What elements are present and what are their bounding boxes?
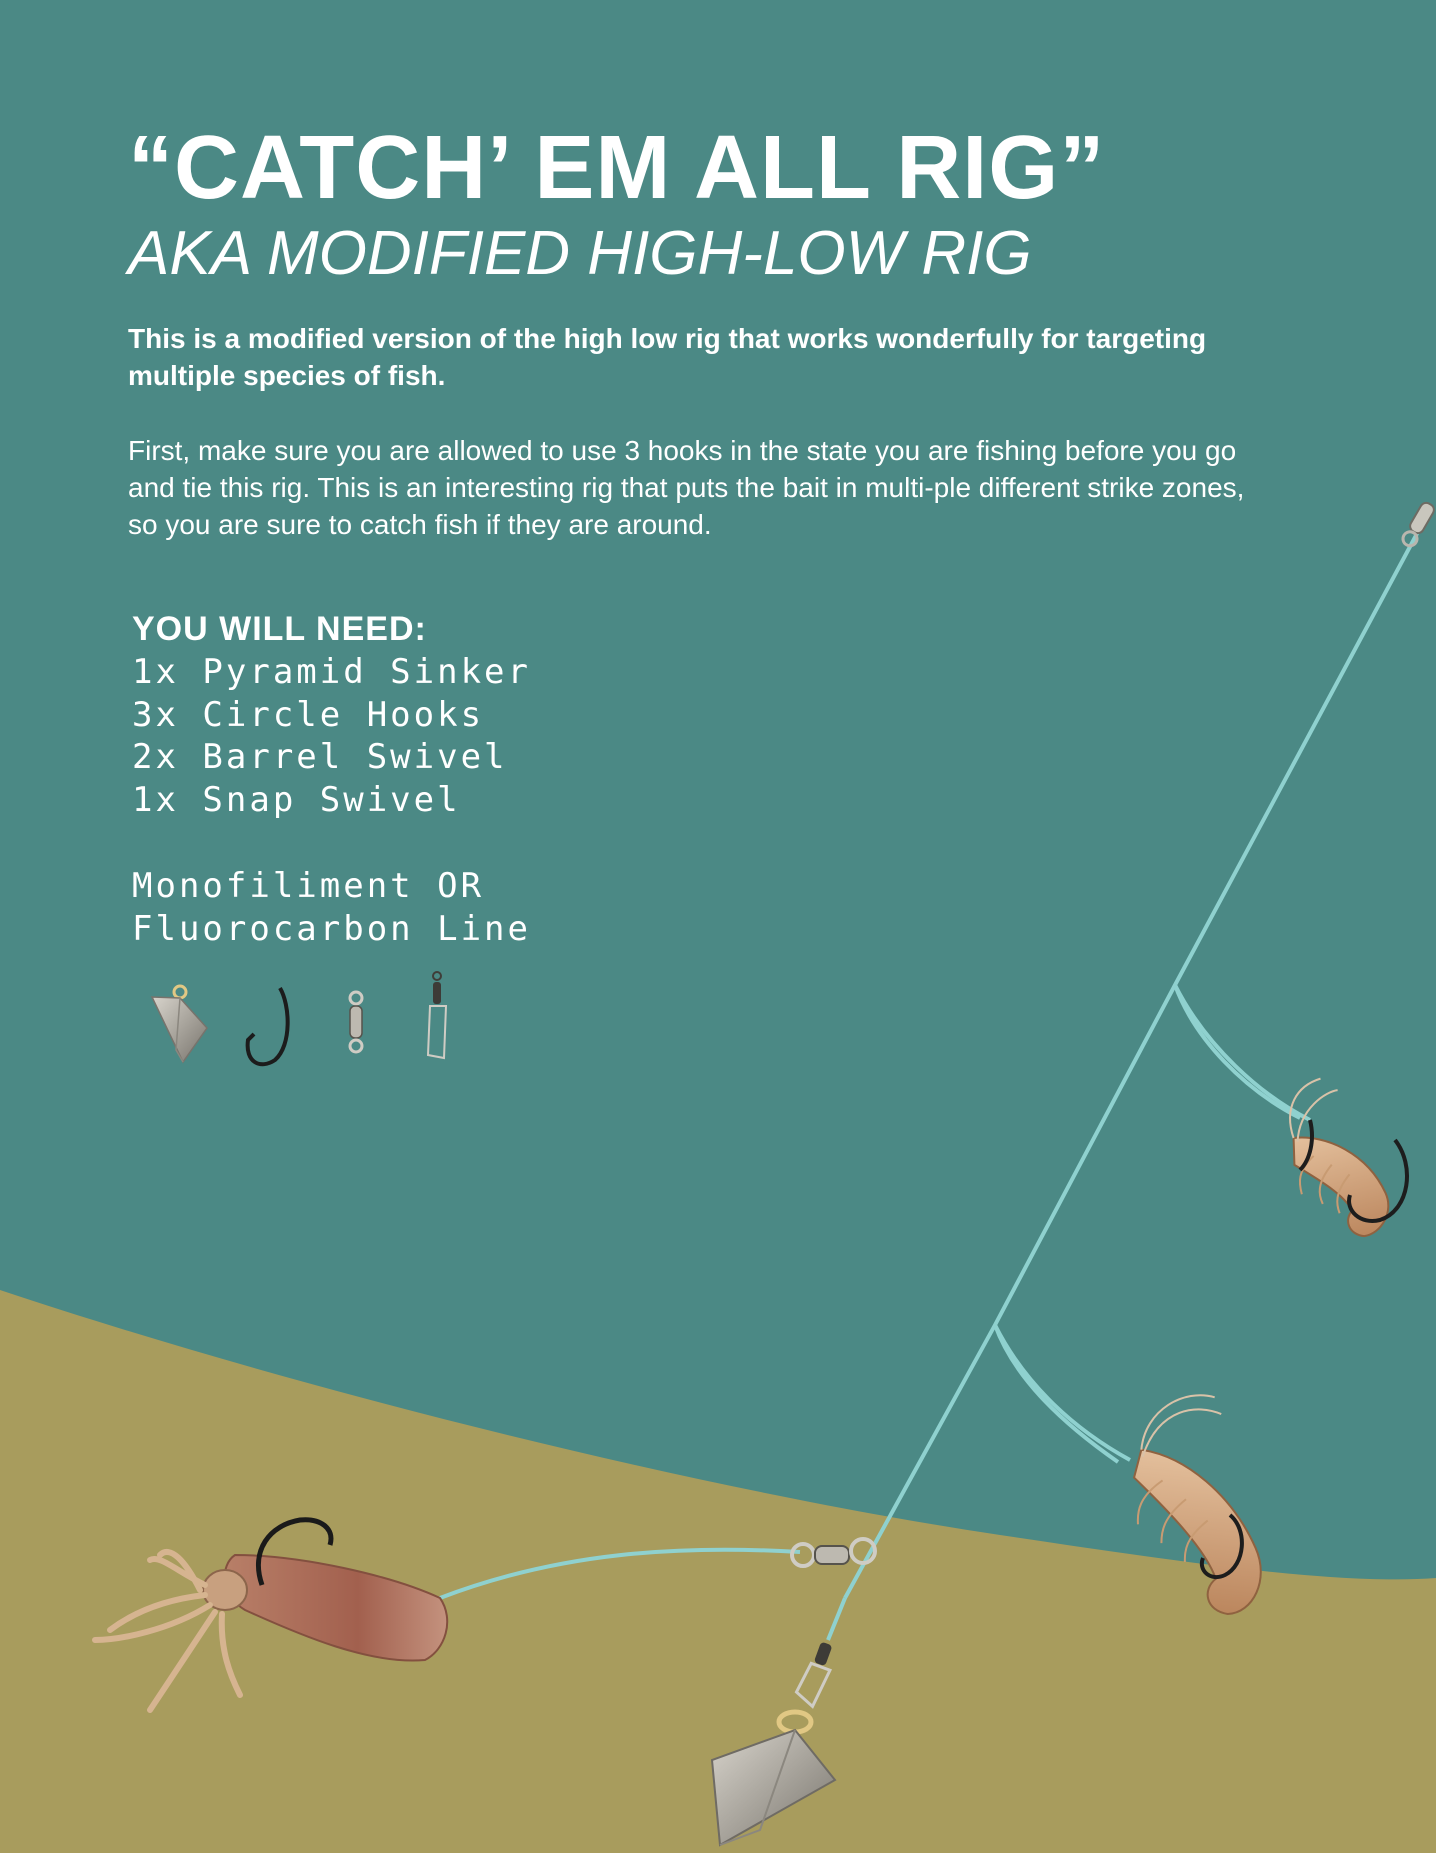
list-item: 1x Snap Swivel (132, 779, 461, 820)
description-paragraph: First, make sure you are allowed to use 3 hooks in the state you are fishing before you go and tie this rig. This is an interesting rig that puts the bait in multi-ple different strike zones, so you are sure to catch fish if they are around. (128, 435, 1245, 540)
page-subtitle: AKA MODIFIED HIGH-LOW RIG (128, 219, 1032, 288)
page-title: “CATCH’ EM ALL RIG” (128, 118, 1106, 218)
intro-paragraph: This is a modified version of the high low rig that works wonderfully for targeting multiple species of fish. (128, 323, 1207, 391)
list-item: 2x Barrel Swivel (132, 737, 508, 777)
list-item: 1x Pyramid Sinker (132, 652, 531, 692)
line-type-line: Fluorocarbon Line (132, 908, 531, 949)
materials-list (132, 651, 531, 821)
list-item: 3x Circle Hooks (132, 694, 485, 735)
line-type-line: Monofiliment OR (132, 866, 485, 906)
needs-heading: YOU WILL NEED: (132, 610, 427, 648)
line-type (132, 865, 531, 950)
